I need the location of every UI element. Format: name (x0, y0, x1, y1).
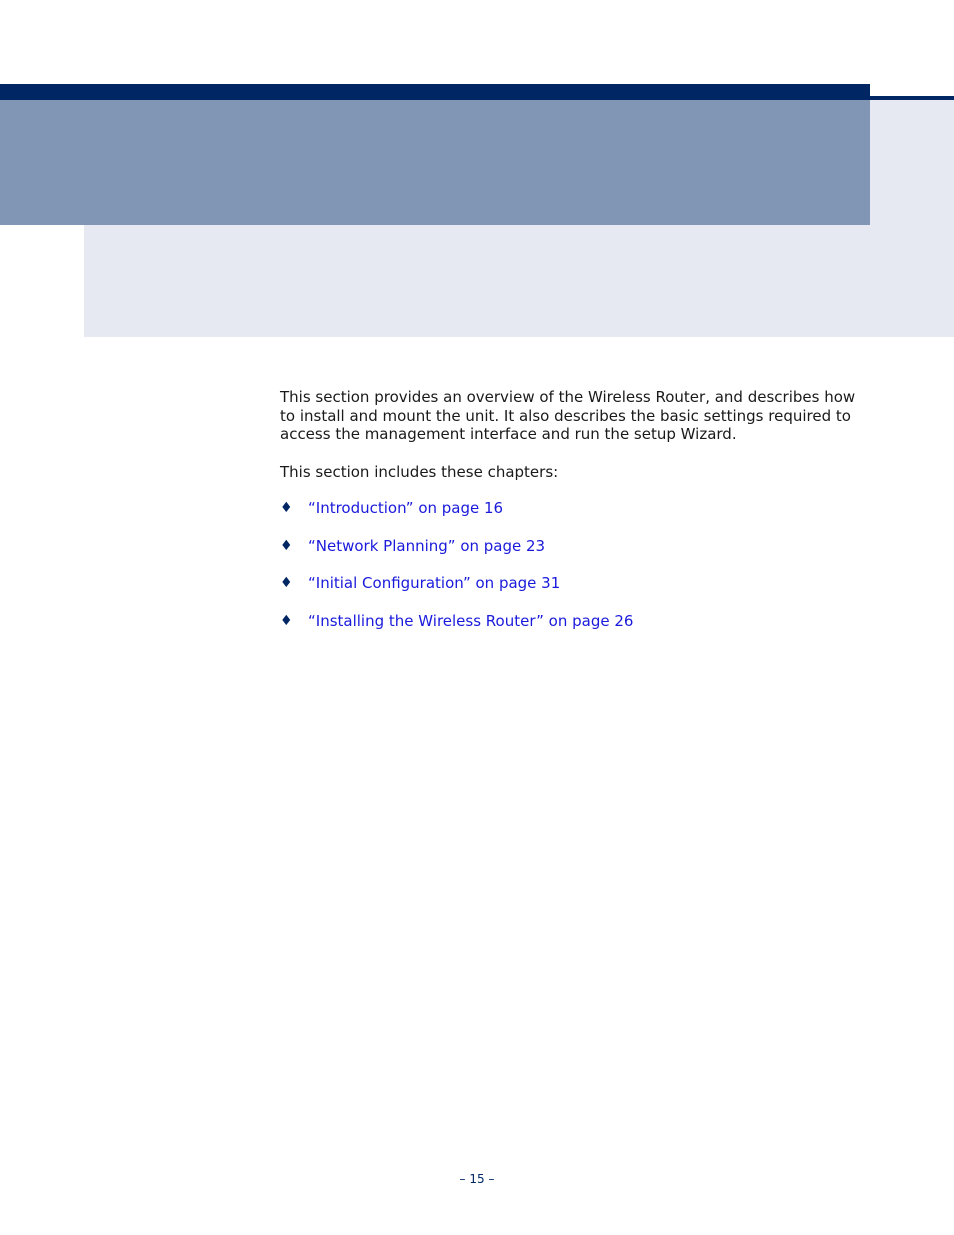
list-item (280, 612, 860, 631)
chapter-list (280, 499, 860, 630)
chapter-link-introduction[interactable]: “Introduction” on page 16 (308, 499, 504, 517)
page-number: – 15 – (459, 1172, 495, 1186)
list-item (280, 537, 860, 556)
chapter-link-initial-configuration[interactable]: “Initial Configuration” on page 31 (308, 574, 561, 592)
section-intro: This section provides an overview of the Wireless Router, and describes how to install and mount the unit. It also describes the basic settings required to access the management interface and run the setup Wizard. (280, 388, 856, 443)
section-title-panel (0, 100, 870, 225)
chapter-link-network-planning[interactable]: “Network Planning” on page 23 (308, 536, 546, 555)
section-content (280, 388, 860, 649)
list-item (280, 574, 860, 593)
section-includes-label: This section includes these chapters: (280, 462, 559, 481)
diamond-bullet-icon: ♦ (280, 537, 293, 554)
diamond-bullet-icon: ♦ (280, 500, 293, 516)
header-rule (870, 96, 954, 100)
list-item (280, 499, 860, 518)
header-band (0, 84, 870, 100)
chapter-link-installing-router[interactable]: “Installing the Wireless Router” on page 26 (308, 611, 634, 630)
diamond-bullet-icon: ♦ (280, 612, 293, 629)
diamond-bullet-icon: ♦ (280, 575, 293, 591)
